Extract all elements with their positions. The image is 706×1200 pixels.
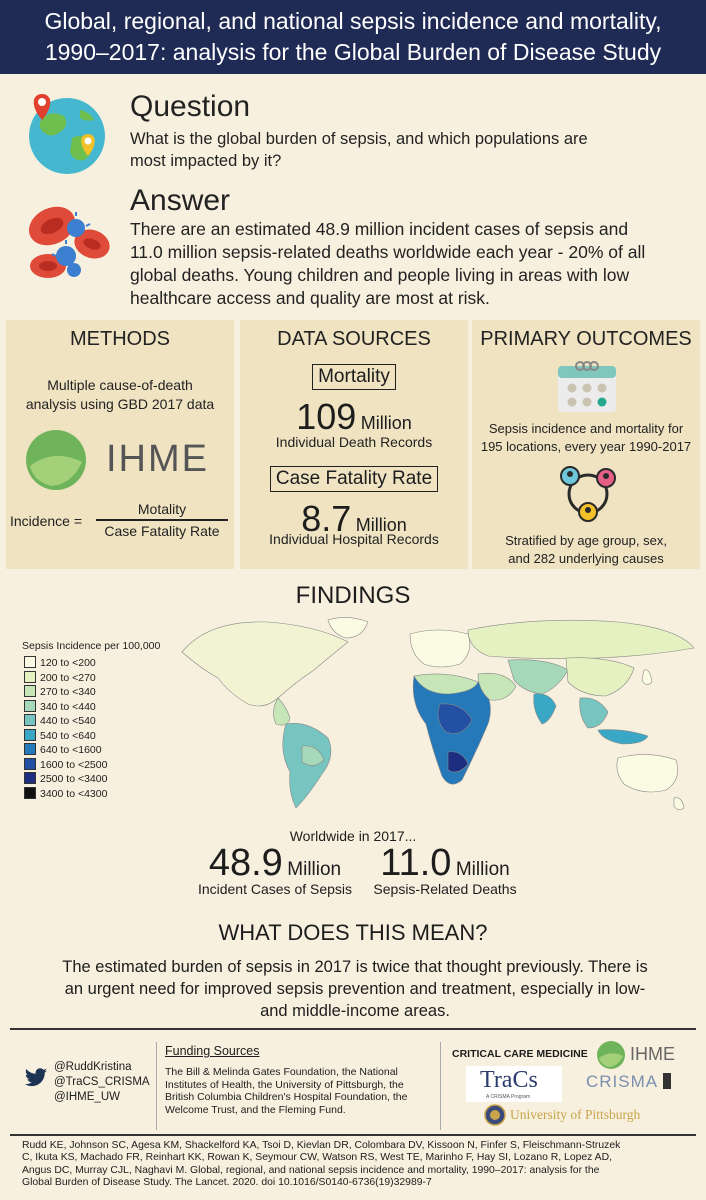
pitt-logo-text: University of Pittsburgh [510, 1107, 641, 1122]
meaning-text [20, 956, 690, 1022]
handle-ihme-uw[interactable]: @IHME_UW [54, 1091, 120, 1103]
legend-label: 1600 to <2500 [40, 758, 108, 771]
citation-line-3: Angus DC, Murray CJL, Naghavi M. Global, regional, and national sepsis incidence and mortality, 1990–2017: analysis for the [22, 1164, 600, 1176]
mortality-stat [240, 396, 468, 438]
crisma-logo-bar [663, 1073, 671, 1089]
legend-swatch [24, 671, 36, 683]
page-title-line-2: 1990–2017: analysis for the Global Burden of Disease Study [44, 39, 662, 65]
meaning-line-1: The estimated burden of sepsis in 2017 is twice that thought previously. There is [62, 958, 648, 976]
worldwide-label: Worldwide in 2017... [289, 828, 417, 844]
footer-divider-bottom [10, 1134, 696, 1136]
cfr-label: Case Fatality Rate [270, 466, 438, 492]
citation [22, 1140, 698, 1190]
legend-item [24, 714, 96, 728]
legend-item [24, 787, 107, 801]
methods-description [6, 376, 234, 414]
legend-label: 270 to <340 [40, 686, 96, 698]
page-header [0, 0, 706, 74]
legend-swatch [24, 758, 36, 770]
stat1-unit: Million [287, 859, 342, 880]
calendar-icon [556, 358, 618, 414]
answer-line-3: global deaths. Young children and people living in areas with low [130, 265, 630, 285]
answer-line-4: healthcare access and quality are most at risk. [130, 288, 490, 308]
crisma-logo [586, 1072, 686, 1092]
legend-swatch [24, 656, 36, 668]
legend-item [24, 656, 96, 670]
formula-bar [96, 519, 228, 521]
answer-title: Answer [130, 184, 231, 217]
legend-swatch [24, 729, 36, 741]
question-line-1: What is the global burden of sepsis, and which populations are [130, 130, 588, 148]
ihme-footer-logo-icon [596, 1040, 626, 1070]
methods-line-2: analysis using GBD 2017 data [25, 396, 215, 412]
legend-swatch [24, 772, 36, 784]
funding-text [165, 1066, 407, 1116]
stat-incident-cases [186, 842, 364, 897]
tracs-logo [466, 1066, 562, 1102]
stat2-desc: Sepsis-Related Deaths [373, 881, 517, 897]
meaning-line-3: and middle-income areas. [260, 1002, 450, 1020]
social-handles [54, 1060, 150, 1105]
answer-line-1: There are an estimated 48.9 million incident cases of sepsis and [130, 219, 629, 239]
legend-swatch [24, 714, 36, 726]
legend-item [24, 700, 96, 714]
ihme-logo-icon [24, 428, 88, 492]
funding-title: Funding Sources [165, 1044, 260, 1058]
mortality-unit: Million [360, 413, 412, 433]
ccm-logo-text: CRITICAL CARE MEDICINE [452, 1048, 588, 1060]
legend-label: 120 to <200 [40, 657, 96, 669]
tracs-logo-text: TraCs [480, 1067, 538, 1093]
page-title-line-1: Global, regional, and national sepsis incidence and mortality, [44, 8, 662, 34]
outcomes-line-4: and 282 underlying causes [508, 551, 664, 566]
methods-ihme-logo-text: IHME [106, 438, 209, 480]
legend-label: 340 to <440 [40, 700, 96, 713]
mortality-number: 109 [296, 396, 357, 437]
data-sources-panel [240, 320, 468, 569]
outcomes-desc-1 [472, 420, 700, 456]
legend-label: 640 to <1600 [40, 744, 102, 756]
legend-label: 540 to <640 [40, 729, 96, 742]
cfr-number: 8.7 [301, 498, 352, 539]
footer-divider-right [440, 1042, 441, 1130]
outcomes-line-2: 195 locations, every year 1990-2017 [480, 439, 692, 454]
methods-line-1: Multiple cause-of-death [47, 377, 193, 393]
stat1-desc: Incident Cases of Sepsis [197, 881, 353, 897]
legend-swatch [24, 787, 36, 799]
citation-line-1: Rudd KE, Johnson SC, Agesa KM, Shackelford KA, Tsoi D, Kievlan DR, Colombara DV, Kissoon N, Finfer S, Fleischmann-Struzek [22, 1140, 621, 1151]
cfr-box-wrap [240, 466, 468, 492]
meaning-title: WHAT DOES THIS MEAN? [218, 920, 488, 945]
legend-item [24, 758, 107, 772]
footer-divider-left [156, 1042, 157, 1130]
cfr-unit: Million [355, 515, 407, 535]
legend-swatch [24, 685, 36, 697]
mortality-desc: Individual Death Records [275, 434, 433, 450]
people-network-icon [558, 464, 618, 522]
world-map [178, 612, 698, 818]
mortality-label: Mortality [312, 364, 396, 390]
primary-outcomes-panel [472, 320, 700, 569]
footer-divider-top [10, 1028, 696, 1030]
funding-line-4: Welcome Trust, and the Fleming Fund. [165, 1103, 346, 1116]
outcomes-desc-2 [472, 532, 700, 568]
twitter-bird-icon [24, 1068, 48, 1088]
legend-item [24, 671, 96, 685]
handle-tracs-crisma[interactable]: @TraCS_CRISMA [54, 1076, 150, 1088]
formula-numerator: Motality [137, 501, 187, 517]
answer-text [130, 218, 690, 310]
legend-swatch [24, 700, 36, 712]
formula-denominator: Case Fatality Rate [104, 523, 220, 539]
crisma-logo-text: CRISMA [586, 1072, 659, 1091]
globe-pin-icon [22, 88, 112, 178]
legend-item [24, 685, 96, 699]
legend-title: Sepsis Incidence per 100,000 [22, 640, 161, 652]
answer-line-2: 11.0 million sepsis-related deaths worldwide each year - 20% of all [130, 242, 646, 262]
ihme-footer-logo-text: IHME [630, 1044, 675, 1064]
formula-label: Incidence = [10, 513, 82, 529]
legend-label: 2500 to <3400 [40, 773, 108, 785]
legend-label: 3400 to <4300 [40, 787, 108, 800]
funding-line-3: British Columbia Children's Hospital Foundation, the [165, 1091, 408, 1103]
legend-item [24, 772, 107, 786]
tracs-logo-subtext: A CRISMA Program [486, 1094, 531, 1100]
question-title: Question [130, 90, 251, 123]
data-sources-title: DATA SOURCES [277, 328, 431, 350]
handle-ruddkristina[interactable]: @RuddKristina [54, 1061, 132, 1073]
funding-line-2: Institutes of Health, the University of Pittsburgh, the [165, 1078, 404, 1091]
stat2-unit: Million [455, 859, 510, 880]
citation-line-2: C, Ikuta KS, Machado FR, Reinhart KK, Rowan K, Seymour CW, Watson RS, West TE, Marinho F, Hay SI, Lozano R, Lopez AD, [22, 1152, 613, 1164]
stat1-number: 48.9 [208, 842, 283, 884]
primary-outcomes-title: PRIMARY OUTCOMES [480, 328, 692, 350]
mortality-box-wrap [240, 364, 468, 390]
blood-cells-bacteria-icon [22, 200, 114, 284]
stat2-number: 11.0 [380, 842, 452, 884]
outcomes-line-3: Stratified by age group, sex, [505, 533, 667, 548]
meaning-line-2: an urgent need for improved sepsis prevention and treatment, especially in low- [64, 980, 646, 998]
legend-label: 440 to <540 [40, 715, 96, 727]
legend-swatch [24, 743, 36, 755]
stat-deaths [360, 842, 530, 897]
pitt-seal-icon [484, 1104, 506, 1126]
methods-panel [6, 320, 234, 569]
legend-item [24, 743, 102, 757]
outcomes-line-1: Sepsis incidence and mortality for [488, 421, 684, 436]
citation-line-4: Global Burden of Disease Study. The Lancet. 2020. doi 10.1016/S0140-6736(19)32989-7 [22, 1177, 432, 1189]
cfr-desc: Individual Hospital Records [269, 531, 439, 547]
findings-title: FINDINGS [295, 582, 411, 609]
question-text [130, 128, 690, 172]
question-line-2: most impacted by it? [130, 152, 282, 170]
funding-line-1: The Bill & Melinda Gates Foundation, the National [165, 1066, 398, 1078]
legend-item [24, 729, 96, 743]
legend-label: 200 to <270 [40, 671, 96, 684]
methods-title: METHODS [70, 328, 170, 350]
